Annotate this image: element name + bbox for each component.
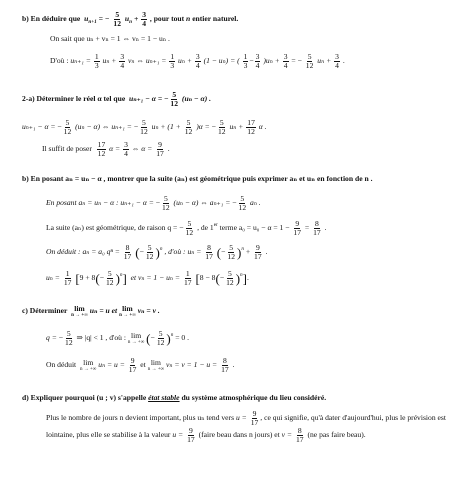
part-c-line1: q = − $\frac{5}{12}$ ⇒ |q| < 1 , d'où : lim n → +∞ (− $\frac{5}{12}$ )$^n$ = 0 . — [46, 329, 190, 347]
part-b-line1: On sait que uₙ + vₙ = 1 ⇔ vₙ = 1 − uₙ . — [50, 34, 170, 43]
part-b2-line4: uₙ = $\frac{1}{17}$ [9 + 8(− $\frac{5}{12}$ )$^n$] et vₙ = 1 − uₙ = $\frac{1}{17}$ [8 − 8(− $\frac{5}{12}$ )$^n$]. — [46, 269, 249, 287]
part-2a-heading: 2-a) Déterminer le réel α tel que uₙ₊₁ − α = − $\frac{5}{12}$ (uₙ − α) . — [22, 90, 212, 108]
part-2a-line2: Il suffit de poser $\frac{17}{12}$ α = $\frac{3}{4}$ ⇔ α = $\frac{9}{17}$ . — [42, 140, 170, 158]
part-c-heading: c) Déterminer lim n → +∞ uₙ = u et lim n → +∞ vₙ = v . — [22, 304, 160, 318]
part-b2-line1: En posant aₙ = uₙ − α : uₙ₊₁ − α = − $\frac{5}{12}$ (uₙ − α) ⇔ aₙ₊₁ = − $\frac{5}{12}$ aₙ . — [46, 194, 261, 212]
part-b2-line3: On déduit : aₙ = a₀ qⁿ = $\frac{8}{17}$ (− $\frac{5}{12}$ )$^n$ , d'où : uₙ = $\frac{8}{17}$ (− $\frac{5}{12}$ )$^n$ + $\frac{9}{17}$ . — [46, 243, 268, 261]
part-b2-heading: b) En posant aₙ = uₙ − α , montrer que la suite (aₙ) est géométrique puis exprimer aₙ et uₙ en fonction de n . — [22, 174, 373, 183]
part-d-heading: d) Expliquer pourquoi (u ; v) s'appelle état stable du système atmosphérique du lieu considéré. — [22, 393, 327, 402]
part-c-line2: On déduit lim n → +∞ uₙ = u = $\frac{9}{17}$ et lim n → +∞ vₙ = v = 1 − u = $\frac{8}{17}$ . — [46, 356, 235, 374]
part-b2-line2: La suite (aₙ) est géométrique, de raison q = − $\frac{5}{12}$ , de 1er terme a₀ = u₀ − α = 1 − $\frac{9}{17}$ = $\frac{8}{17}$ . — [46, 219, 327, 237]
part-b-line2: D'où : uₙ₊₁ = $\frac{1}{3}$ uₙ + $\frac{3}{4}$ vₙ ⇔ uₙ₊₁ = $\frac{1}{3}$ uₙ + $\frac{3}{4}$ (1 − uₙ) = ( $\frac{1}{3}$ − $\frac{3}{4}$ )uₙ + $\frac{3}{4}$ = − $\frac{5}{12}$ uₙ + $\frac{3}{4}$ . — [50, 52, 345, 70]
part-b-heading: b) En déduire que $u_{n+1}$ = − $\frac{5}{12}$ $u_n$ + $\frac{3}{4}$ , pour tout n entier naturel. — [22, 10, 239, 28]
part-2a-line1: uₙ₊₁ − α = − $\frac{5}{12}$ (uₙ − α) ⇔ uₙ₊₁ = − $\frac{5}{12}$ uₙ + (1 + $\frac{5}{12}$ )α = − $\frac{5}{12}$ uₙ + $\frac{17}{12}$ α . — [22, 118, 267, 136]
part-d-paragraph: Plus le nombre de jours n devient important, plus uₙ tend vers u = $\frac{9}{17}$ , ce qui signifie, qu'à dater d'aujourd'hui, plus le prévision est lointaine, plus elle se stabilise à la valeur u = $\frac{9}{17}$ (faire beau dans n jours) et v = $\frac{8}{17}$ (ne pas faire beau). — [46, 409, 446, 444]
